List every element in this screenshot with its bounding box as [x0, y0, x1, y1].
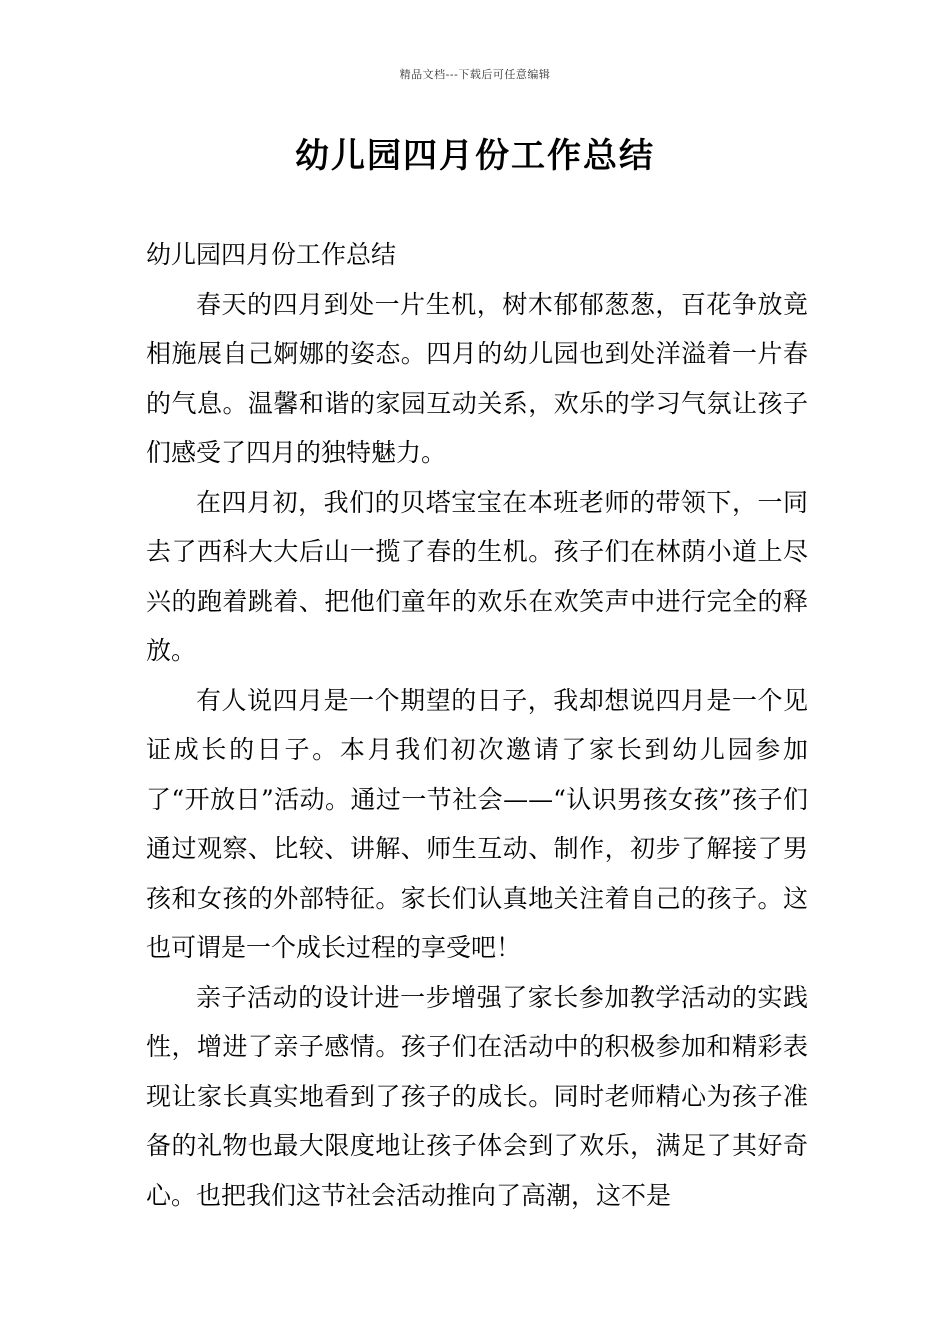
body-subtitle: 幼儿园四月份工作总结	[146, 240, 397, 269]
paragraph-4: 亲子活动的设计进一步增强了家长参加教学活动的实践性，增进了亲子感情。孩子们在活动中的积极参加和精彩表现让家长真实地看到了孩子的成长。同时老师精心为孩子准备的礼物也最大限度地让孩子体会到了欢乐，满足了其好奇心。也把我们这节社会活动推向了高潮，这不是	[146, 982, 808, 1210]
paragraph-2: 在四月初，我们的贝塔宝宝在本班老师的带领下，一同去了西科大大后山一揽了春的生机。孩子们在林荫小道上尽兴的跑着跳着、把他们童年的欢乐在欢笑声中进行完全的释放。	[146, 487, 808, 665]
document-title: 幼儿园四月份工作总结	[295, 136, 655, 176]
paragraph-1: 春天的四月到处一片生机，树木郁郁葱葱，百花争放竟相施展自己婀娜的姿态。四月的幼儿园也到处洋溢着一片春的气息。温馨和谐的家园互动关系，欢乐的学习气氛让孩子们感受了四月的独特魅力。	[146, 289, 808, 467]
document-body	[146, 230, 808, 1220]
header-note: 精品文档---下载后可任意编辑	[399, 68, 551, 81]
paragraph-3: 有人说四月是一个期望的日子，我却想说四月是一个见证成长的日子。本月我们初次邀请了家长到幼儿园参加了“开放日”活动。通过一节社会——“认识男孩女孩”孩子们通过观察、比较、讲解、师生互动、制作，初步了解接了男孩和女孩的外部特征。家长们认真地关注着自己的孩子。这也可谓是一个成长过程的享受吧！	[146, 685, 808, 962]
